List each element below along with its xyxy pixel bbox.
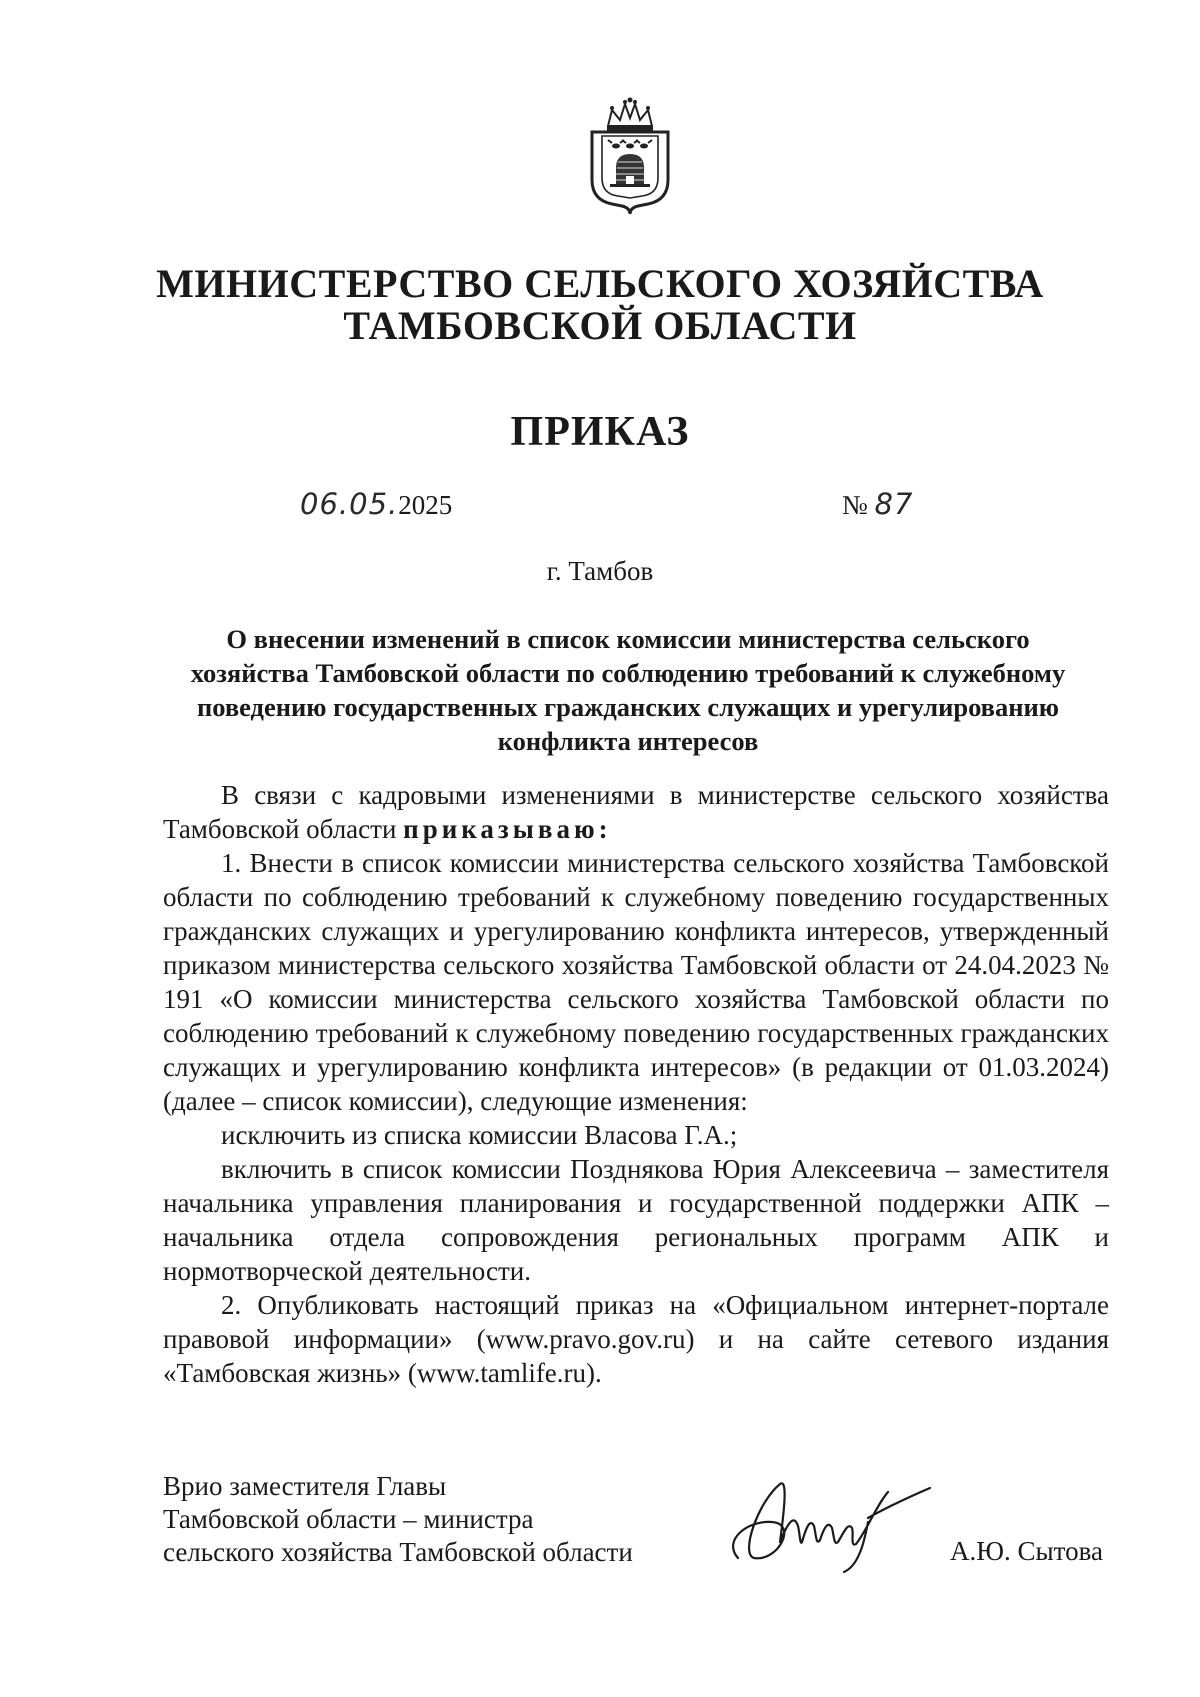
position-line-1: Врио заместителя Главы: [163, 1471, 447, 1501]
decree-colon: :: [598, 814, 608, 844]
ministry-name-line1: МИНИСТЕРСТВО СЕЛЬСКОГО ХОЗЯЙСТВА: [156, 261, 1044, 306]
decree-word: приказываю: [403, 814, 599, 844]
item-2-paragraph: 2. Опубликовать настоящий приказ на «Официальном интернет-портале правовой информации» (www.pravo.gov.ru) и на сайте сетевого издания «Тамбовская жизнь» (www.tamlife.ru).: [163, 1290, 1109, 1388]
order-year: 2025: [398, 490, 453, 520]
position-line-2: Тамбовской области – министра: [163, 1504, 534, 1534]
intro-text: В связи с кадровыми изменениями в министерстве сельского хозяйства Тамбовской области: [163, 780, 1109, 844]
order-city: г. Тамбов: [546, 556, 654, 586]
position-line-3: сельского хозяйства Тамбовской области: [163, 1537, 633, 1567]
number-sign: №: [842, 490, 868, 520]
intro-paragraph: [163, 778, 1109, 846]
item-1-paragraph: 1. Внести в список комиссии министерства сельского хозяйства Тамбовской области по соблюдению требований к служебному поведению государственных гражданских служащих и урегулированию конфликта интересов, утвержденный приказом министерства сельского хозяйства Тамбовской области от 24.04.2023 № 191 «О комиссии министерства сельского хозяйства Тамбовской области по соблюдению требований к служебному поведению государственных гражданских служащих и урегулированию конфликта интересов» (в редакции от 01.03.2024) (далее – список комиссии), следующие изменения:: [163, 848, 1109, 1116]
handwritten-signature: [718, 1462, 936, 1578]
ministry-name-line2: ТАМБОВСКОЙ ОБЛАСТИ: [343, 303, 857, 348]
item-1-exclude: исключить из списка комиссии Власова Г.А.;: [221, 1120, 738, 1150]
signer-name: А.Ю. Сытова: [950, 1536, 1103, 1566]
handwritten-date: 06.05.: [300, 487, 399, 521]
item-1-include: включить в список комиссии Позднякова Юрия Алексеевича – заместителя начальника управления планирования и государственной поддержки АПК – начальника отдела сопровождения региональных программ АПК и нормотворческой деятельности.: [163, 1154, 1109, 1286]
handwritten-number: 87: [874, 487, 914, 521]
order-date: [300, 487, 452, 521]
order-title: ПРИКАЗ: [510, 409, 690, 455]
signatory-position: [163, 1470, 633, 1569]
order-body: [163, 778, 1109, 1390]
coat-of-arms-emblem: [578, 96, 682, 216]
order-subject: О внесении изменений в список комиссии министерства сельского хозяйства Тамбовской области по соблюдению требований к служебному поведению государственных гражданских служащих и урегулированию конфликта интересов: [190, 624, 1066, 756]
order-number: [842, 487, 913, 521]
